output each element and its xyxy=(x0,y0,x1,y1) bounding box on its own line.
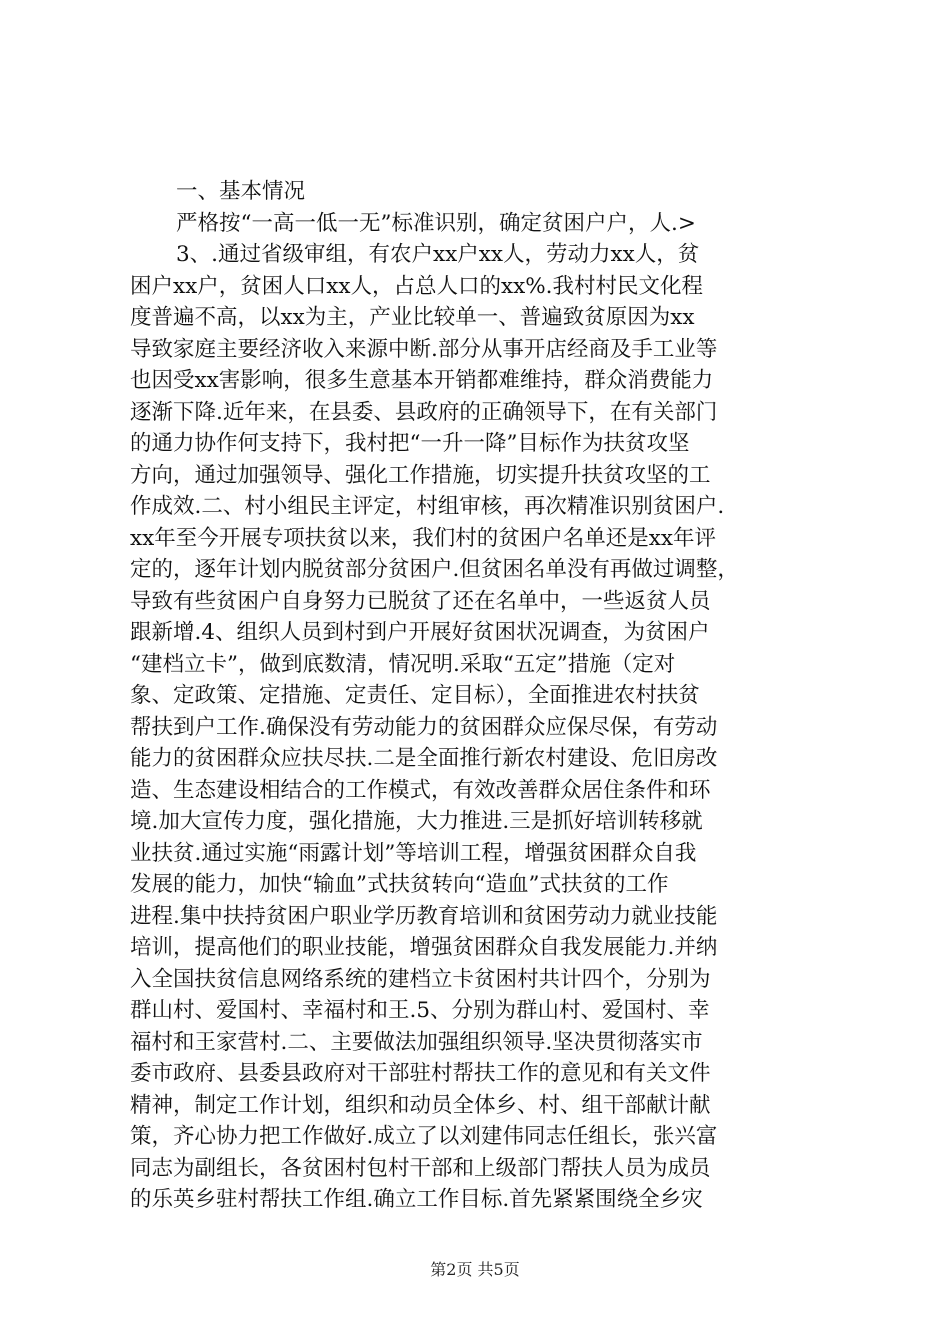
text-line: 导致有些贫困户自身努力已脱贫了还在名单中，一些返贫人员 xyxy=(130,588,711,614)
text-line: 严格按“一高一低一无”标准识别，确定贫困户户，人.> xyxy=(176,210,696,236)
text-line: 策，齐心协力把工作做好.成立了以刘建伟同志任组长，张兴富 xyxy=(130,1124,718,1149)
text-line: 的通力协作何支持下，我村把“一升一降”目标作为扶贫攻坚 xyxy=(130,431,690,456)
text-line: 委市政府、县委县政府对干部驻村帮扶工作的意见和有关文件 xyxy=(130,1061,711,1086)
text-line: 发展的能力，加快“输血”式扶贫转向“造血”式扶贫的工作 xyxy=(130,872,669,897)
text-line: 3、.通过省级审组，有农户xx户xx人，劳动力xx人，贫 xyxy=(176,242,700,267)
text-line: 定的，逐年计划内脱贫部分贫困户.但贫困名单没有再做过调整， xyxy=(130,557,739,582)
text-line: 入全国扶贫信息网络系统的建档立卡贫困村共计四个，分别为 xyxy=(130,966,711,992)
text-line: 造、生态建设相结合的工作模式，有效改善群众居住条件和环 xyxy=(130,777,711,803)
text-line: 境.加大宣传力度，强化措施，大力推进.三是抓好培训转移就 xyxy=(130,809,703,834)
text-line: 进程.集中扶持贫困户职业学历教育培训和贫困劳动力就业技能 xyxy=(130,903,718,929)
text-line: 帮扶到户工作.确保没有劳动能力的贫困群众应保尽保，有劳动 xyxy=(130,714,718,740)
document-body xyxy=(130,176,820,1216)
text-line: “建档立卡”，做到底数清，情况明.采取“五定”措施（定对 xyxy=(130,651,676,677)
text-line: 度普遍不高，以xx为主，产业比较单一、普遍致贫原因为xx xyxy=(130,305,695,330)
text-line: 方向，通过加强领导、强化工作措施，切实提升扶贫攻坚的工 xyxy=(130,462,711,488)
text-line: 精神，制定工作计划，组织和动员全体乡、村、组干部献计献 xyxy=(130,1092,711,1118)
text-line: 也因受xx害影响，很多生意基本开销都难维持，群众消费能力 xyxy=(130,368,714,393)
section-heading: 一、基本情况 xyxy=(176,179,306,204)
text-line: 同志为副组长，各贫困村包村干部和上级部门帮扶人员为成员 xyxy=(130,1155,711,1181)
text-line: 导致家庭主要经济收入来源中断.部分从事开店经商及手工业等 xyxy=(130,336,718,362)
text-line: 群山村、爱国村、幸福村和王.5、分别为群山村、爱国村、幸 xyxy=(130,998,710,1023)
text-line: xx年至今开展专项扶贫以来，我们村的贫困户名单还是xx年评 xyxy=(130,525,717,551)
text-line: 跟新增.4、组织人员到村到户开展好贫困状况调查，为贫困户 xyxy=(130,620,710,645)
text-line: 困户xx户，贫困人口xx人，占总人口的xx%.我村村民文化程 xyxy=(130,273,704,299)
text-line: 象、定政策、定措施、定责任、定目标），全面推进农村扶贫 xyxy=(130,683,700,708)
text-line: 能力的贫困群众应扶尽扶.二是全面推行新农村建设、危旧房改 xyxy=(130,746,718,771)
text-line: 培训，提高他们的职业技能，增强贫困群众自我发展能力.并纳 xyxy=(130,935,718,960)
text-line: 逐渐下降.近年来，在县委、县政府的正确领导下，在有关部门 xyxy=(130,399,718,425)
text-line: 的乐英乡驻村帮扶工作组.确立工作目标.首先紧紧围绕全乡灾 xyxy=(130,1187,703,1212)
text-line: 业扶贫.通过实施“雨露计划”等培训工程，增强贫困群众自我 xyxy=(130,840,697,866)
page-indicator: 第2页 共5页 xyxy=(430,1260,520,1279)
text-line: 作成效.二、村小组民主评定，村组审核，再次精准识别贫困户. xyxy=(130,494,725,519)
text-line: 福村和王家营村.二、主要做法加强组织领导.坚决贯彻落实市 xyxy=(130,1029,703,1055)
